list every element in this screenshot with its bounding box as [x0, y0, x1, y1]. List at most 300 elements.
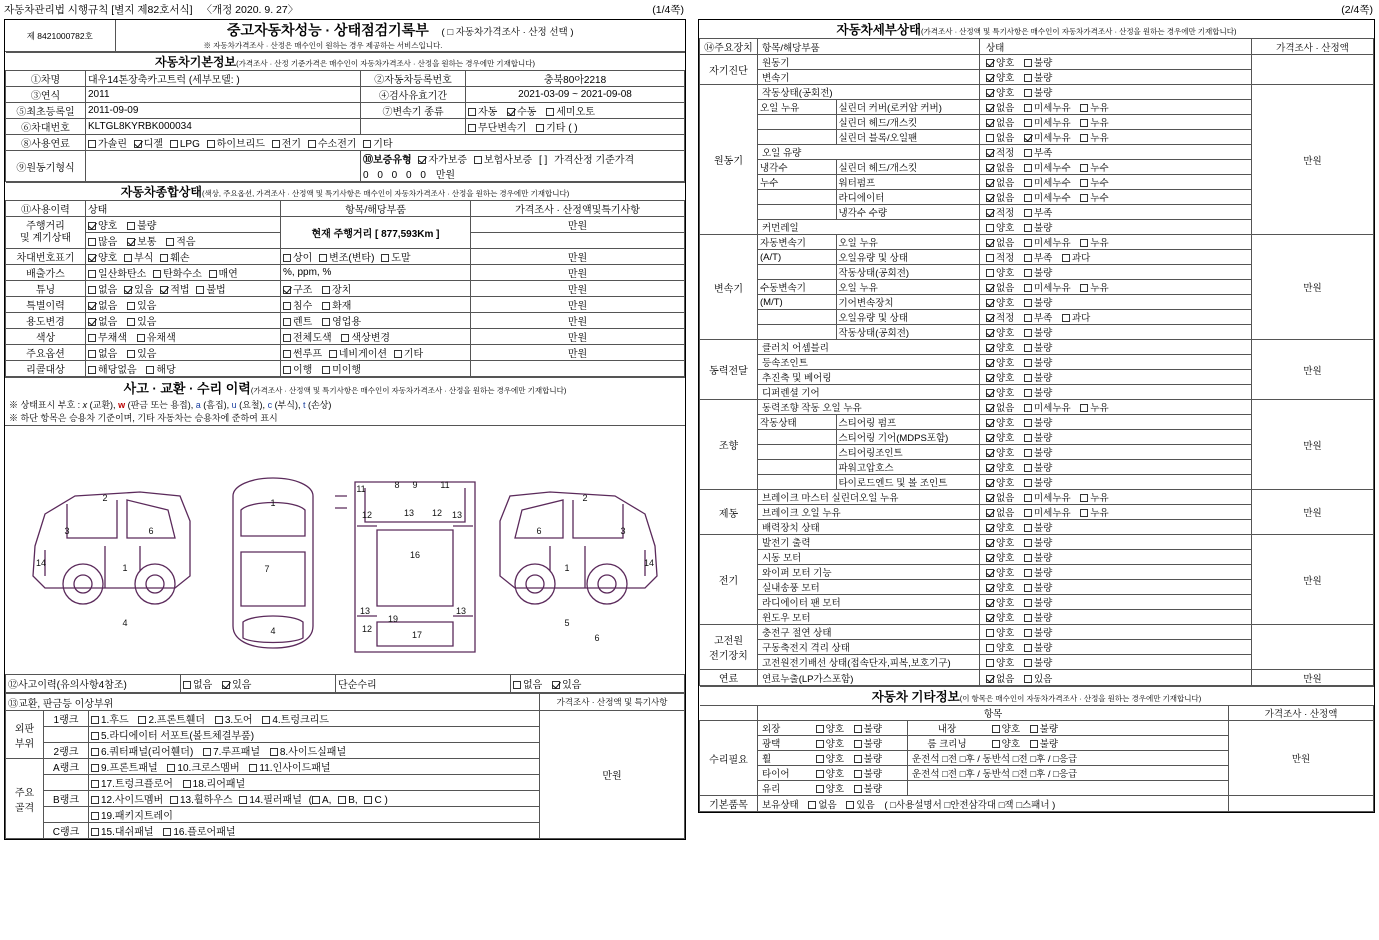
checkbox-mt-idle-bad[interactable]	[1024, 329, 1032, 337]
checkbox-shaft-good[interactable]	[986, 374, 994, 382]
checkbox-special-yes[interactable]	[127, 302, 135, 310]
opt-coolantqty-low[interactable]: 부족	[1024, 205, 1052, 219]
state-trans-diag[interactable]	[980, 70, 1252, 85]
checkbox-holding-none[interactable]	[808, 801, 816, 809]
checkbox-clutch-good[interactable]	[986, 344, 994, 352]
opt-boil-leak[interactable]: 누유	[1080, 505, 1108, 519]
opt-exterior-good[interactable]: 양호	[816, 721, 844, 735]
checkbox-tierod-bad[interactable]	[1024, 479, 1032, 487]
checkbox-accident-yes[interactable]	[222, 681, 230, 689]
checkbox-emission-hc[interactable]	[153, 270, 161, 278]
opt-window-bad[interactable]: 불량	[1024, 610, 1052, 624]
checkbox-stgear-good[interactable]	[986, 434, 994, 442]
checkbox-fuel-lpg[interactable]	[170, 140, 178, 148]
opt-part-pillar-panel[interactable]: 14.필러패널	[239, 791, 302, 806]
opt-radiator-minor[interactable]: 미세누수	[1024, 190, 1071, 204]
checkbox-booster-good[interactable]	[986, 524, 994, 532]
checkbox-fuel-hybrid[interactable]	[207, 140, 215, 148]
opt-vin-erased[interactable]: 도말	[381, 249, 410, 264]
checkbox-tierod-good[interactable]	[986, 479, 994, 487]
opt-mt-qty-high[interactable]: 과다	[1062, 310, 1090, 324]
opt-ps-none[interactable]: 없음	[986, 400, 1014, 414]
state-at-oilleak[interactable]	[980, 235, 1252, 250]
opt-oilqty-proper[interactable]: 적정	[986, 145, 1014, 159]
checkbox-waterpump-leak[interactable]	[1080, 179, 1088, 187]
checkbox-cylblock-leak[interactable]	[1080, 134, 1088, 142]
checkbox-color-fullpaint[interactable]	[283, 334, 291, 342]
opt-window-good[interactable]: 양호	[986, 610, 1014, 624]
checkbox-mt-oil-leak[interactable]	[1080, 284, 1088, 292]
title-option[interactable]: ( □ 자동차가격조사 · 산정 선택 )	[441, 27, 574, 38]
opt-bmaster-none[interactable]: 없음	[986, 490, 1014, 504]
checkbox-radiator-none[interactable]	[986, 194, 994, 202]
opt-cylhead-leak[interactable]: 누유	[1080, 115, 1108, 129]
state-radiator[interactable]	[980, 190, 1252, 205]
transmission-options-row2[interactable]	[466, 119, 685, 135]
opt-usechange-business[interactable]: 영업용	[322, 313, 361, 328]
checkbox-fan-bad[interactable]	[1024, 599, 1032, 607]
checkbox-options-sunroof[interactable]	[283, 350, 291, 358]
checkbox-fuel-other[interactable]	[363, 140, 371, 148]
state-radiator-fan[interactable]	[980, 595, 1252, 610]
state-at-idle[interactable]	[980, 265, 1252, 280]
checkbox-part-pillar-c[interactable]	[364, 796, 372, 804]
vin-mark-state[interactable]	[86, 249, 281, 265]
checkbox-interior-good[interactable]	[992, 725, 1000, 733]
frame-rankc-items[interactable]	[89, 823, 540, 839]
etc-row-tire[interactable]	[758, 766, 908, 781]
checkbox-coolantqty-low[interactable]	[1024, 209, 1032, 217]
opt-fuel-hydrogen[interactable]: 수소전기	[308, 135, 357, 150]
checkbox-hvwire-bad[interactable]	[1024, 659, 1032, 667]
opt-coolanthead-none[interactable]: 없음	[986, 160, 1014, 174]
opt-emission-co[interactable]: 일산화탄소	[88, 265, 146, 280]
opt-hose-good[interactable]: 양호	[986, 460, 1014, 474]
checkbox-special-flood[interactable]	[283, 302, 291, 310]
opt-alt-bad[interactable]: 불량	[1024, 535, 1052, 549]
checkbox-usechange-rent[interactable]	[283, 318, 291, 326]
opt-radiator-leak[interactable]: 누수	[1080, 190, 1108, 204]
checkbox-accident-none[interactable]	[183, 681, 191, 689]
checkbox-part-trunk-floor[interactable]	[91, 780, 99, 788]
opt-shaft-good[interactable]: 양호	[986, 370, 1014, 384]
checkbox-part-trunk-lid[interactable]	[262, 716, 270, 724]
state-engine-diag[interactable]	[980, 55, 1252, 70]
checkbox-blower-bad[interactable]	[1024, 584, 1032, 592]
exterior-rank2-items[interactable]	[89, 743, 540, 759]
opt-polish-bad[interactable]: 불량	[854, 736, 882, 750]
state-cv-joint[interactable]	[980, 355, 1252, 370]
opt-rocker-leak[interactable]: 누유	[1080, 100, 1108, 114]
usechange-part[interactable]	[281, 313, 471, 329]
opt-cleaning-good[interactable]: 양호	[992, 736, 1020, 750]
checkbox-blower-good[interactable]	[986, 584, 994, 592]
opt-battiso-good[interactable]: 양호	[986, 640, 1014, 654]
checkbox-clutch-bad[interactable]	[1024, 344, 1032, 352]
checkbox-chargeport-good[interactable]	[986, 629, 994, 637]
checkbox-recall-done[interactable]	[283, 366, 291, 374]
checkbox-usechange-none[interactable]	[88, 318, 96, 326]
checkbox-simple-none[interactable]	[513, 681, 521, 689]
opt-mileage-bad[interactable]: 불량	[127, 217, 156, 232]
state-brake-oil[interactable]	[980, 505, 1252, 520]
checkbox-bmaster-leak[interactable]	[1080, 494, 1088, 502]
opt-accident-none[interactable]: 없음	[183, 676, 212, 691]
opt-wiper-bad[interactable]: 불량	[1024, 565, 1052, 579]
opt-chargeport-good[interactable]: 양호	[986, 625, 1014, 639]
state-blower-motor[interactable]	[980, 580, 1252, 595]
state-window-motor[interactable]	[980, 610, 1252, 625]
state-coolant-head[interactable]	[980, 160, 1252, 175]
opt-usechange-rent[interactable]: 렌트	[283, 313, 312, 328]
state-steering-pump[interactable]	[980, 415, 1252, 430]
checkbox-part-wheel-house[interactable]	[170, 796, 178, 804]
checkbox-cylhead-minor[interactable]	[1024, 119, 1032, 127]
opt-wheel-good[interactable]: 양호	[816, 751, 844, 765]
checkbox-hose-good[interactable]	[986, 464, 994, 472]
checkbox-vin-erased[interactable]	[381, 254, 389, 262]
opt-blower-bad[interactable]: 불량	[1024, 580, 1052, 594]
opt-fan-good[interactable]: 양호	[986, 595, 1014, 609]
opt-cylhead-minor[interactable]: 미세누유	[1024, 115, 1071, 129]
opt-cvjoint-good[interactable]: 양호	[986, 355, 1014, 369]
checkbox-chargeport-bad[interactable]	[1024, 629, 1032, 637]
opt-tierod-good[interactable]: 양호	[986, 475, 1014, 489]
opt-tire-bad[interactable]: 불량	[854, 766, 882, 780]
opt-recall-done[interactable]: 이행	[283, 361, 312, 376]
checkbox-part-package-tray[interactable]	[91, 812, 99, 820]
checkbox-fan-good[interactable]	[986, 599, 994, 607]
checkbox-exterior-bad[interactable]	[854, 725, 862, 733]
checkbox-vin-altered[interactable]	[319, 254, 327, 262]
opt-fuelleak-yes[interactable]: 있음	[1024, 671, 1052, 685]
etc-tire-positions[interactable]: 운전석 □전 □후 / 동반석 □전 □후 / □응급	[908, 766, 1229, 781]
opt-mt-gear-good[interactable]: 양호	[986, 295, 1014, 309]
etc-basic-items-list[interactable]: ( □사용설명서 □안전삼각대 □잭 □스패너 )	[884, 799, 1056, 811]
checkbox-at-idle-good[interactable]	[986, 269, 994, 277]
opt-mileage-many[interactable]: 많음	[88, 233, 117, 248]
simple-repair-options[interactable]	[511, 675, 685, 693]
checkbox-wheel-bad[interactable]	[854, 755, 862, 763]
checkbox-mileage-good[interactable]	[88, 222, 96, 230]
checkbox-insurer-warranty[interactable]	[474, 156, 482, 164]
checkbox-starter-bad[interactable]	[1024, 554, 1032, 562]
opt-tuning-legal[interactable]: 적법	[160, 281, 189, 296]
checkbox-part-floor-panel[interactable]	[163, 828, 171, 836]
opt-clutch-bad[interactable]: 불량	[1024, 340, 1052, 354]
opt-insurer-warranty[interactable]: 보험사보증	[474, 151, 532, 166]
opt-vin-damage[interactable]: 훼손	[160, 249, 189, 264]
checkbox-mt-gear-good[interactable]	[986, 299, 994, 307]
opt-part-quarter-panel[interactable]: 6.쿼터패널(리어휀더)	[91, 743, 193, 758]
opt-ps-minor[interactable]: 미세누유	[1024, 400, 1071, 414]
checkbox-usechange-yes[interactable]	[127, 318, 135, 326]
opt-vin-good[interactable]: 양호	[88, 249, 117, 264]
opt-fuelleak-none[interactable]: 없음	[986, 671, 1014, 685]
checkbox-usechange-business[interactable]	[322, 318, 330, 326]
checkbox-mt-idle-good[interactable]	[986, 329, 994, 337]
checkbox-cleaning-bad[interactable]	[1030, 740, 1038, 748]
state-hv-wiring[interactable]	[980, 655, 1252, 670]
recall-part[interactable]	[281, 361, 471, 377]
opt-emission-hc[interactable]: 탄화수소	[153, 265, 202, 280]
state-mt-idle[interactable]	[980, 325, 1252, 340]
opt-at-idle-bad[interactable]: 불량	[1024, 265, 1052, 279]
opt-at-oil-minor[interactable]: 미세누유	[1024, 235, 1071, 249]
checkbox-alt-bad[interactable]	[1024, 539, 1032, 547]
opt-accident-yes[interactable]: 있음	[222, 676, 251, 691]
opt-engine-idle-good[interactable]: 양호	[986, 85, 1014, 99]
opt-waterpump-minor[interactable]: 미세누수	[1024, 175, 1071, 189]
opt-trans-diag-good[interactable]: 양호	[986, 70, 1014, 84]
opt-clutch-good[interactable]: 양호	[986, 340, 1014, 354]
checkbox-tire-good[interactable]	[816, 770, 824, 778]
mileage-state-row1[interactable]	[86, 217, 281, 233]
checkbox-tuning-structure[interactable]	[283, 286, 291, 294]
checkbox-glass-good[interactable]	[816, 785, 824, 793]
opt-booster-good[interactable]: 양호	[986, 520, 1014, 534]
checkbox-polish-bad[interactable]	[854, 740, 862, 748]
checkbox-part-rear-panel[interactable]	[183, 780, 191, 788]
state-oil-quantity[interactable]	[980, 145, 1252, 160]
transmission-options-row1[interactable]	[466, 103, 685, 119]
checkbox-starter-good[interactable]	[986, 554, 994, 562]
opt-trans-semiauto[interactable]: 세미오토	[546, 103, 595, 118]
checkbox-polish-good[interactable]	[816, 740, 824, 748]
checkbox-vin-good[interactable]	[88, 254, 96, 262]
opt-fuel-other[interactable]: 기타	[363, 135, 392, 150]
opt-stjoint-bad[interactable]: 불량	[1024, 445, 1052, 459]
frame-ranka-items-2[interactable]	[89, 775, 540, 791]
checkbox-stpump-good[interactable]	[986, 419, 994, 427]
checkbox-ps-minor[interactable]	[1024, 404, 1032, 412]
checkbox-options-other[interactable]	[394, 350, 402, 358]
state-propeller-shaft[interactable]	[980, 370, 1252, 385]
checkbox-part-side-member[interactable]	[91, 796, 99, 804]
opt-stpump-bad[interactable]: 불량	[1024, 415, 1052, 429]
checkbox-engine-idle-bad[interactable]	[1024, 89, 1032, 97]
etc-row-polish[interactable]	[758, 736, 908, 751]
checkbox-vin-corrosion[interactable]	[124, 254, 132, 262]
opt-tire-good[interactable]: 양호	[816, 766, 844, 780]
opt-fan-bad[interactable]: 불량	[1024, 595, 1052, 609]
checkbox-battiso-good[interactable]	[986, 644, 994, 652]
opt-chargeport-bad[interactable]: 불량	[1024, 625, 1052, 639]
etc-row-basic-items[interactable]	[758, 796, 1229, 812]
checkbox-commonrail-good[interactable]	[986, 224, 994, 232]
opt-tuning-illegal[interactable]: 불법	[196, 281, 225, 296]
opt-special-yes[interactable]: 있음	[127, 297, 156, 312]
special-state[interactable]	[86, 297, 281, 313]
checkbox-part-inside-panel[interactable]	[249, 764, 257, 772]
checkbox-booster-bad[interactable]	[1024, 524, 1032, 532]
state-wiper-motor[interactable]	[980, 565, 1252, 580]
opt-recall-yes[interactable]: 해당	[146, 361, 175, 376]
checkbox-mt-qty-proper[interactable]	[986, 314, 994, 322]
checkbox-engine-diag-bad[interactable]	[1024, 59, 1032, 67]
checkbox-vin-diff[interactable]	[283, 254, 291, 262]
opt-at-qty-proper[interactable]: 적정	[986, 250, 1014, 264]
checkbox-tuning-illegal[interactable]	[196, 286, 204, 294]
opt-part-hood[interactable]: 1.후드	[91, 711, 129, 726]
checkbox-diff-bad[interactable]	[1024, 389, 1032, 397]
checkbox-ps-none[interactable]	[986, 404, 994, 412]
checkbox-part-pillar-panel[interactable]	[239, 796, 247, 804]
checkbox-battiso-bad[interactable]	[1024, 644, 1032, 652]
opt-simple-none[interactable]: 없음	[513, 676, 542, 691]
fuel-options[interactable]	[86, 135, 685, 151]
checkbox-window-good[interactable]	[986, 614, 994, 622]
checkbox-tire-bad[interactable]	[854, 770, 862, 778]
checkbox-rocker-leak[interactable]	[1080, 104, 1088, 112]
opt-booster-bad[interactable]: 불량	[1024, 520, 1052, 534]
opt-cylblock-leak[interactable]: 누유	[1080, 130, 1108, 144]
state-steering-gear[interactable]	[980, 430, 1252, 445]
special-part[interactable]	[281, 297, 471, 313]
opt-part-roof-panel[interactable]: 7.루프패널	[203, 743, 260, 758]
opt-part-floor-panel[interactable]: 16.플로어패널	[163, 823, 235, 838]
opt-mt-oil-minor[interactable]: 미세누유	[1024, 280, 1071, 294]
opt-ps-leak[interactable]: 누유	[1080, 400, 1108, 414]
state-tie-rod[interactable]	[980, 475, 1252, 490]
checkbox-part-pillar-b[interactable]	[338, 796, 346, 804]
state-mt-gear[interactable]	[980, 295, 1252, 310]
opt-part-rear-panel[interactable]: 18.리어패널	[183, 775, 246, 790]
opt-trans-other[interactable]: 기타 ( )	[536, 119, 578, 134]
checkbox-waterpump-minor[interactable]	[1024, 179, 1032, 187]
checkbox-radiator-leak[interactable]	[1080, 194, 1088, 202]
checkbox-oilqty-low[interactable]	[1024, 149, 1032, 157]
checkbox-alt-good[interactable]	[986, 539, 994, 547]
checkbox-mileage-few[interactable]	[166, 238, 174, 246]
opt-at-qty-high[interactable]: 과다	[1062, 250, 1090, 264]
checkbox-oilqty-proper[interactable]	[986, 149, 994, 157]
opt-engine-idle-bad[interactable]: 불량	[1024, 85, 1052, 99]
opt-trans-auto[interactable]: 자동	[468, 103, 497, 118]
frame-ranka-items[interactable]	[89, 759, 540, 775]
opt-vin-altered[interactable]: 변조(변타)	[319, 249, 374, 264]
checkbox-at-qty-high[interactable]	[1062, 254, 1070, 262]
checkbox-coolantqty-proper[interactable]	[986, 209, 994, 217]
state-mt-oilqty[interactable]	[980, 310, 1252, 325]
opt-radiator-none[interactable]: 없음	[986, 190, 1014, 204]
frame-rankb-items[interactable]	[89, 791, 540, 807]
opt-stgear-good[interactable]: 양호	[986, 430, 1014, 444]
checkbox-fuel-electric[interactable]	[272, 140, 280, 148]
opt-glass-good[interactable]: 양호	[816, 781, 844, 795]
opt-part-package-tray[interactable]: 19.패키지트레이	[91, 807, 173, 822]
opt-tierod-bad[interactable]: 불량	[1024, 475, 1052, 489]
checkbox-color-changed[interactable]	[341, 334, 349, 342]
usechange-state[interactable]	[86, 313, 281, 329]
state-clutch[interactable]	[980, 340, 1252, 355]
checkbox-mt-gear-bad[interactable]	[1024, 299, 1032, 307]
opt-part-front-panel[interactable]: 9.프론트패널	[91, 759, 158, 774]
checkbox-boil-leak[interactable]	[1080, 509, 1088, 517]
checkbox-rocker-minor[interactable]	[1024, 104, 1032, 112]
checkbox-fuel-diesel[interactable]	[134, 140, 142, 148]
opt-at-idle-good[interactable]: 양호	[986, 265, 1014, 279]
checkbox-diff-good[interactable]	[986, 389, 994, 397]
opt-engine-diag-good[interactable]: 양호	[986, 55, 1014, 69]
opt-cylhead-none[interactable]: 없음	[986, 115, 1014, 129]
opt-options-yes[interactable]: 있음	[127, 345, 156, 360]
opt-at-qty-low[interactable]: 부족	[1024, 250, 1052, 264]
opt-fuel-diesel[interactable]: 디젤	[134, 135, 163, 150]
options-part[interactable]	[281, 345, 471, 361]
opt-polish-good[interactable]: 양호	[816, 736, 844, 750]
checkbox-fuel-hydrogen[interactable]	[308, 140, 316, 148]
state-charge-port[interactable]	[980, 625, 1252, 640]
etc-row-cleaning[interactable]	[908, 736, 1229, 751]
checkbox-simple-yes[interactable]	[552, 681, 560, 689]
checkbox-emission-co[interactable]	[88, 270, 96, 278]
opt-stgear-bad[interactable]: 불량	[1024, 430, 1052, 444]
checkbox-interior-bad[interactable]	[1030, 725, 1038, 733]
opt-coolantqty-proper[interactable]: 적정	[986, 205, 1014, 219]
checkbox-options-none[interactable]	[88, 350, 96, 358]
opt-starter-good[interactable]: 양호	[986, 550, 1014, 564]
checkbox-glass-bad[interactable]	[854, 785, 862, 793]
opt-engine-diag-bad[interactable]: 불량	[1024, 55, 1052, 69]
opt-part-pillar-c[interactable]: C )	[364, 795, 387, 806]
opt-shaft-bad[interactable]: 불량	[1024, 370, 1052, 384]
opt-recall-na[interactable]: 해당없음	[88, 361, 137, 376]
checkbox-part-dash-panel[interactable]	[91, 828, 99, 836]
checkbox-mt-qty-low[interactable]	[1024, 314, 1032, 322]
checkbox-trans-semiauto[interactable]	[546, 108, 554, 116]
opt-waterpump-leak[interactable]: 누수	[1080, 175, 1108, 189]
checkbox-recall-na[interactable]	[88, 366, 96, 374]
opt-tuning-structure[interactable]: 구조	[283, 281, 312, 296]
state-starter[interactable]	[980, 550, 1252, 565]
checkbox-part-roof-panel[interactable]	[203, 748, 211, 756]
checkbox-trans-auto[interactable]	[468, 108, 476, 116]
opt-rocker-minor[interactable]: 미세누유	[1024, 100, 1071, 114]
opt-vin-diff[interactable]: 상이	[283, 249, 312, 264]
checkbox-engine-idle-good[interactable]	[986, 89, 994, 97]
checkbox-radiator-minor[interactable]	[1024, 194, 1032, 202]
options-state[interactable]	[86, 345, 281, 361]
checkbox-waterpump-none[interactable]	[986, 179, 994, 187]
recall-state[interactable]	[86, 361, 281, 377]
opt-at-oil-none[interactable]: 없음	[986, 235, 1014, 249]
opt-exterior-bad[interactable]: 불량	[854, 721, 882, 735]
opt-holding-yes[interactable]: 있음	[846, 797, 874, 811]
checkbox-at-oil-leak[interactable]	[1080, 239, 1088, 247]
color-state[interactable]	[86, 329, 281, 345]
checkbox-bmaster-none[interactable]	[986, 494, 994, 502]
emission-state[interactable]	[86, 265, 281, 281]
opt-starter-bad[interactable]: 불량	[1024, 550, 1052, 564]
frame-rankb-items-2[interactable]	[89, 807, 540, 823]
checkbox-part-hood[interactable]	[91, 716, 99, 724]
opt-fuel-electric[interactable]: 전기	[272, 135, 301, 150]
checkbox-mt-qty-high[interactable]	[1062, 314, 1070, 322]
checkbox-special-none[interactable]	[88, 302, 96, 310]
opt-bmaster-leak[interactable]: 누유	[1080, 490, 1108, 504]
opt-part-cross-member[interactable]: 10.크로스멤버	[167, 759, 239, 774]
opt-trans-cvt[interactable]: 무단변속기	[468, 119, 526, 134]
opt-trans-diag-bad[interactable]: 불량	[1024, 70, 1052, 84]
checkbox-hvwire-good[interactable]	[986, 659, 994, 667]
checkbox-emission-smoke[interactable]	[209, 270, 217, 278]
opt-vin-corrosion[interactable]: 부식	[124, 249, 153, 264]
color-part[interactable]	[281, 329, 471, 345]
opt-interior-bad[interactable]: 불량	[1030, 721, 1058, 735]
opt-emission-smoke[interactable]: 매연	[209, 265, 238, 280]
opt-commonrail-bad[interactable]: 불량	[1024, 220, 1052, 234]
